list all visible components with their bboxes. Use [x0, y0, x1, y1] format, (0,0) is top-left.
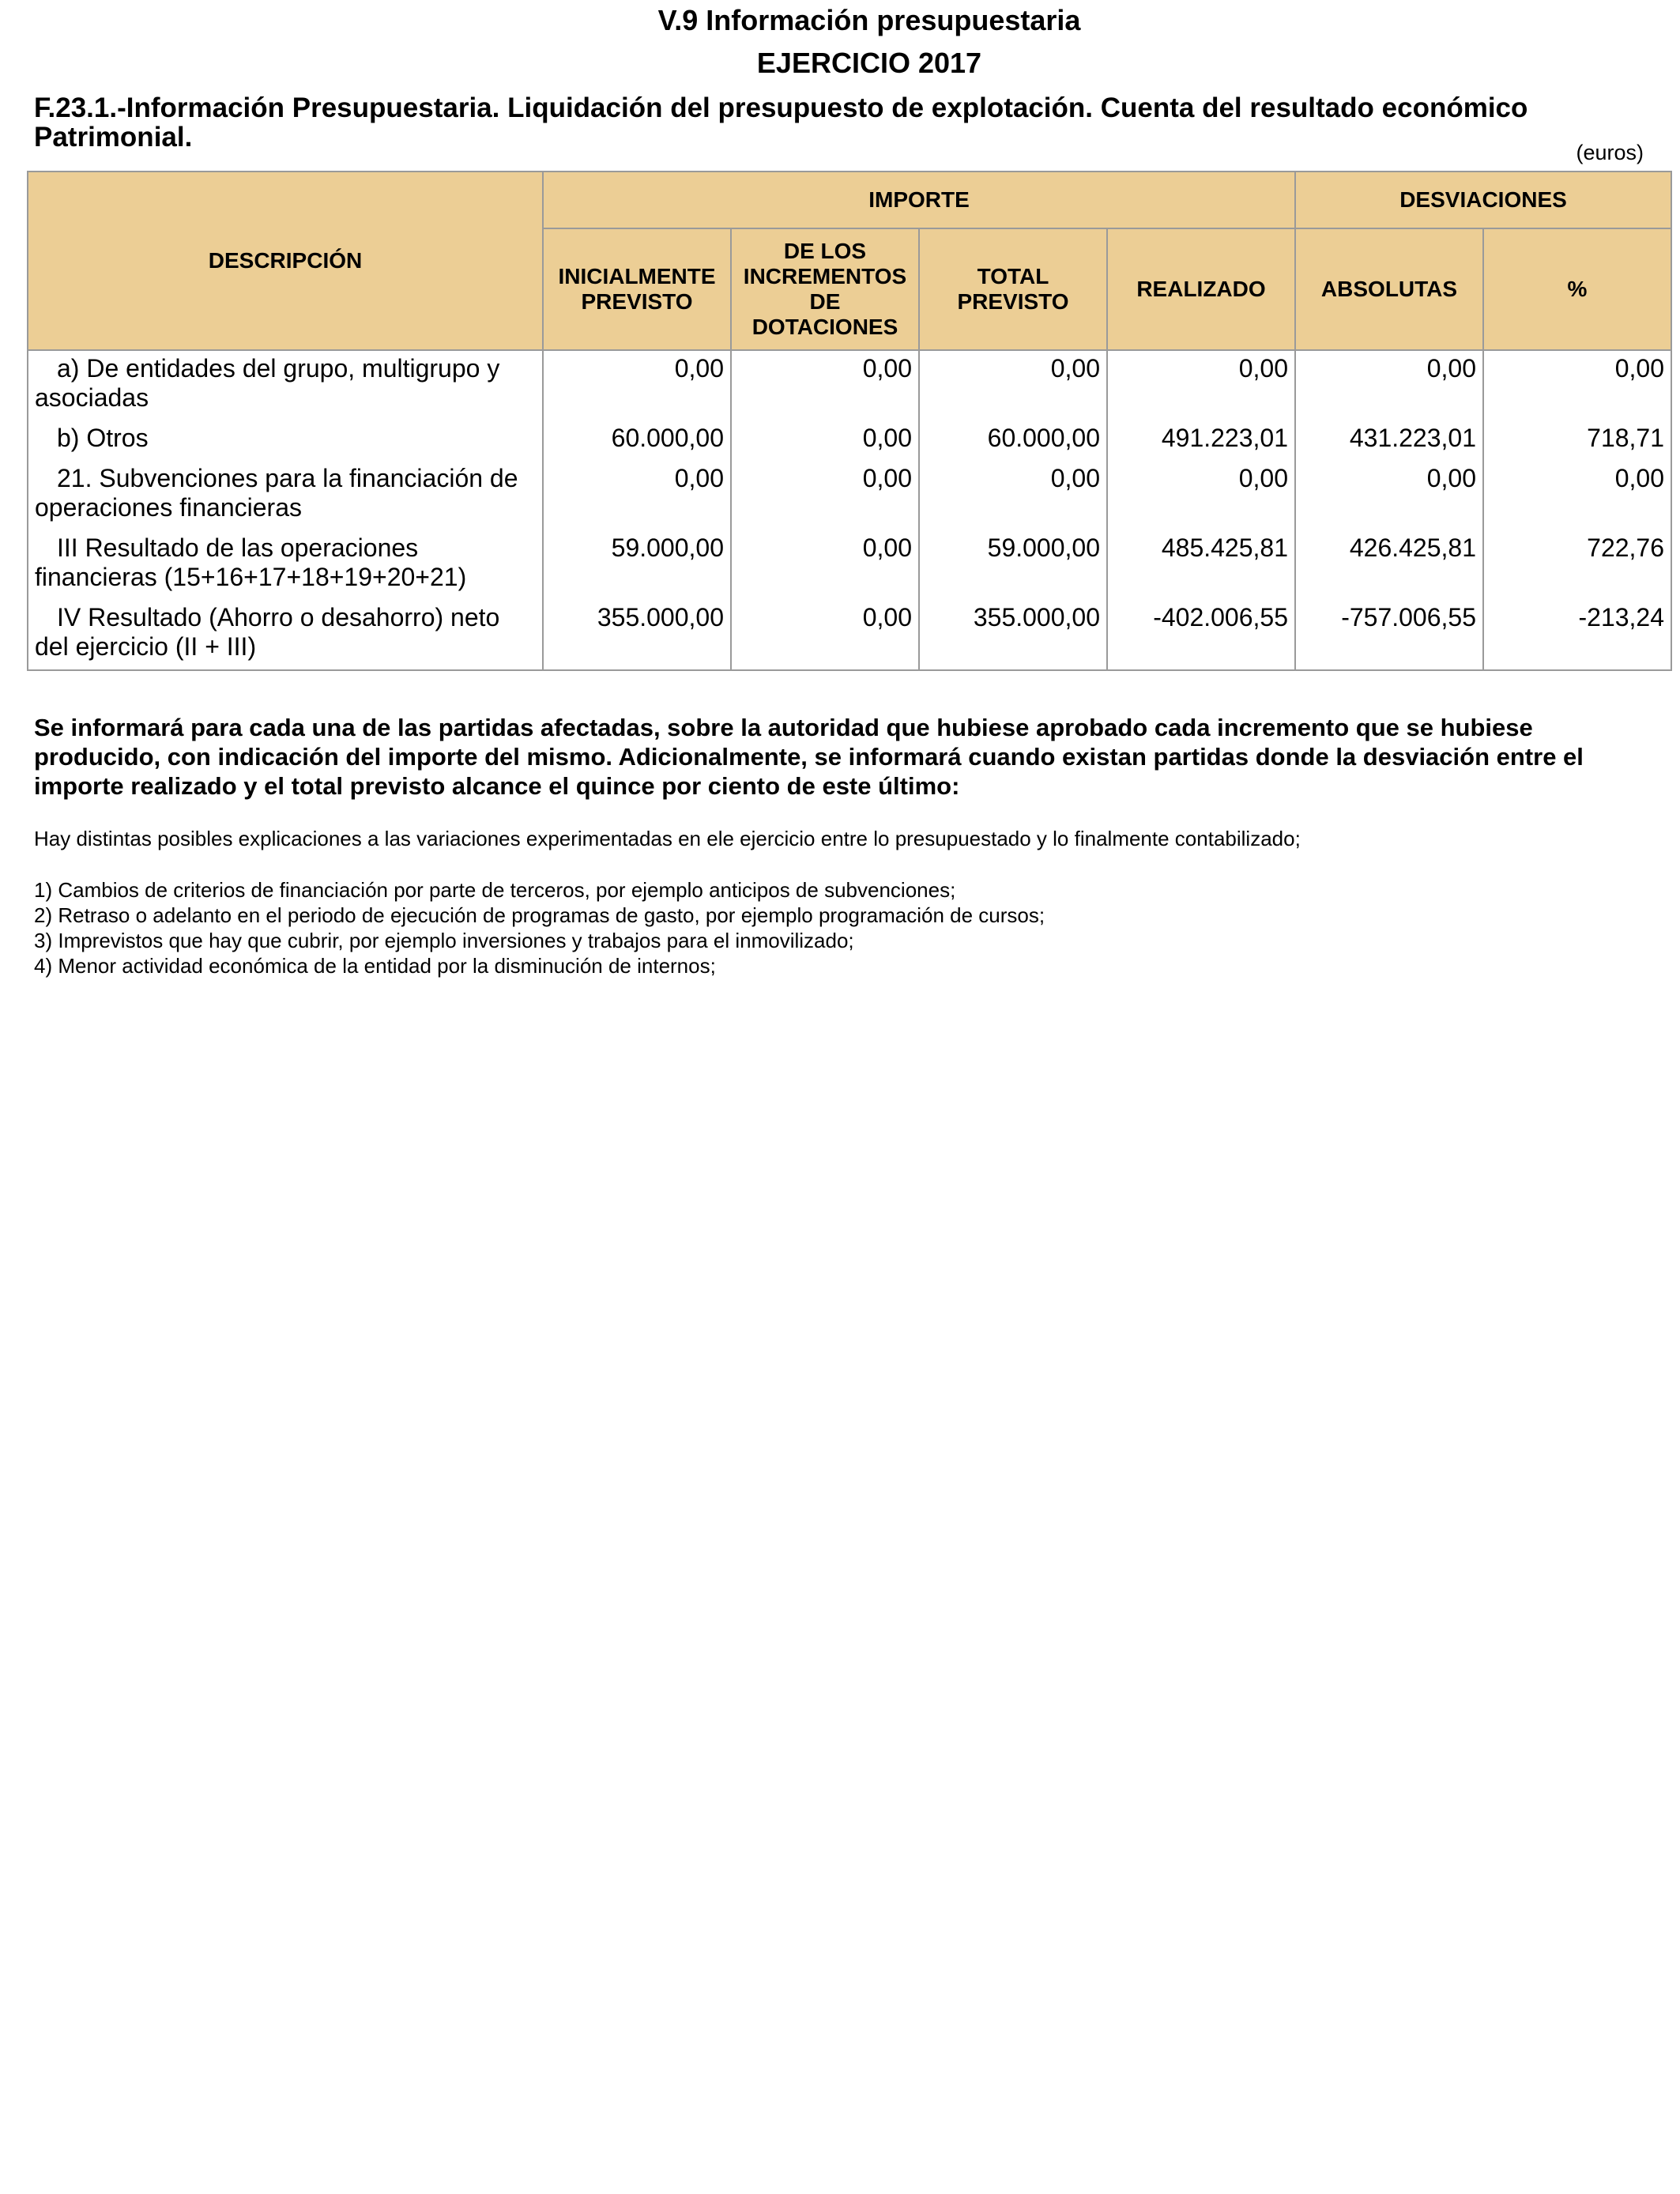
currency-note: (euros) [1576, 141, 1644, 164]
cell-porcentaje: 718,71 [1483, 420, 1671, 461]
cell-realizado: 0,00 [1107, 350, 1295, 420]
header-description: DESCRIPCIÓN [28, 172, 543, 350]
row-description: b) Otros [28, 420, 543, 461]
header-desviaciones: DESVIACIONES [1295, 172, 1671, 228]
row-description: IV Resultado (Ahorro o desahorro) neto del ejercicio (II + III) [28, 600, 543, 670]
section-title: V.9 Información presupuestaria [657, 4, 1081, 36]
row-description: 21. Subvenciones para la financiación de operaciones financieras [28, 461, 543, 530]
header-absolutas: ABSOLUTAS [1295, 228, 1483, 350]
cell-inicialmente-previsto: 355.000,00 [543, 600, 731, 670]
cell-realizado: 0,00 [1107, 461, 1295, 530]
exercise-year: EJERCICIO 2017 [756, 47, 982, 79]
cell-realizado: -402.006,55 [1107, 600, 1295, 670]
cell-porcentaje: 722,76 [1483, 530, 1671, 600]
cell-absolutas: 431.223,01 [1295, 420, 1483, 461]
cell-absolutas: 0,00 [1295, 350, 1483, 420]
cell-absolutas: 426.425,81 [1295, 530, 1483, 600]
header-incrementos: DE LOS INCREMENTOS DE DOTACIONES [731, 228, 919, 350]
header-importe: IMPORTE [543, 172, 1295, 228]
cell-total-previsto: 355.000,00 [919, 600, 1107, 670]
row-description: a) De entidades del grupo, multigrupo y asociadas [28, 350, 543, 420]
budget-table [27, 171, 1672, 671]
cell-porcentaje: -213,24 [1483, 600, 1671, 670]
header-realizado: REALIZADO [1107, 228, 1295, 350]
cell-realizado: 491.223,01 [1107, 420, 1295, 461]
cell-incrementos: 0,00 [731, 420, 919, 461]
cell-inicialmente-previsto: 60.000,00 [543, 420, 731, 461]
header-total-previsto: TOTAL PREVISTO [919, 228, 1107, 350]
cell-incrementos: 0,00 [731, 600, 919, 670]
explanation-intro: Hay distintas posibles explicaciones a las variaciones experimentadas en ele ejercicio entre lo presupuestado y lo finalmente contabilizado; [34, 827, 1301, 850]
table-row [28, 350, 1671, 420]
table-row [28, 530, 1671, 600]
list-item: 2) Retraso o adelanto en el periodo de ejecución de programas de gasto, por ejemplo programación de cursos; [34, 903, 1045, 927]
cell-realizado: 485.425,81 [1107, 530, 1295, 600]
header-inicialmente-previsto: INICIALMENTE PREVISTO [543, 228, 731, 350]
header-porcentaje: % [1483, 228, 1671, 350]
table-row [28, 600, 1671, 670]
cell-porcentaje: 0,00 [1483, 350, 1671, 420]
reasons-list [34, 877, 1658, 978]
cell-total-previsto: 59.000,00 [919, 530, 1107, 600]
list-item: 1) Cambios de criterios de financiación por parte de terceros, por ejemplo anticipos de subvenciones; [34, 878, 956, 902]
cell-inicialmente-previsto: 0,00 [543, 350, 731, 420]
cell-total-previsto: 0,00 [919, 461, 1107, 530]
cell-total-previsto: 60.000,00 [919, 420, 1107, 461]
cell-total-previsto: 0,00 [919, 350, 1107, 420]
table-row [28, 420, 1671, 461]
cell-incrementos: 0,00 [731, 461, 919, 530]
table-row [28, 461, 1671, 530]
list-item: 3) Imprevistos que hay que cubrir, por ejemplo inversiones y trabajos para el inmovilizado; [34, 929, 854, 952]
list-item: 4) Menor actividad económica de la entidad por la disminución de internos; [34, 954, 716, 978]
cell-absolutas: -757.006,55 [1295, 600, 1483, 670]
cell-inicialmente-previsto: 0,00 [543, 461, 731, 530]
authority-note: Se informará para cada una de las partidas afectadas, sobre la autoridad que hubiese aprobado cada incremento que se hubiese producido, con indicación del importe del mismo. Adicionalmente, se informará cuando existan partidas donde la desviación entre el importe realizado y el total previsto alcance el quince por ciento de este último: [34, 714, 1584, 800]
cell-incrementos: 0,00 [731, 350, 919, 420]
cell-porcentaje: 0,00 [1483, 461, 1671, 530]
cell-inicialmente-previsto: 59.000,00 [543, 530, 731, 600]
cell-absolutas: 0,00 [1295, 461, 1483, 530]
report-title: F.23.1.-Información Presupuestaria. Liquidación del presupuesto de explotación. Cuenta del resultado económico Patrimonial. [34, 92, 1528, 153]
cell-incrementos: 0,00 [731, 530, 919, 600]
row-description: III Resultado de las operaciones financieras (15+16+17+18+19+20+21) [28, 530, 543, 600]
